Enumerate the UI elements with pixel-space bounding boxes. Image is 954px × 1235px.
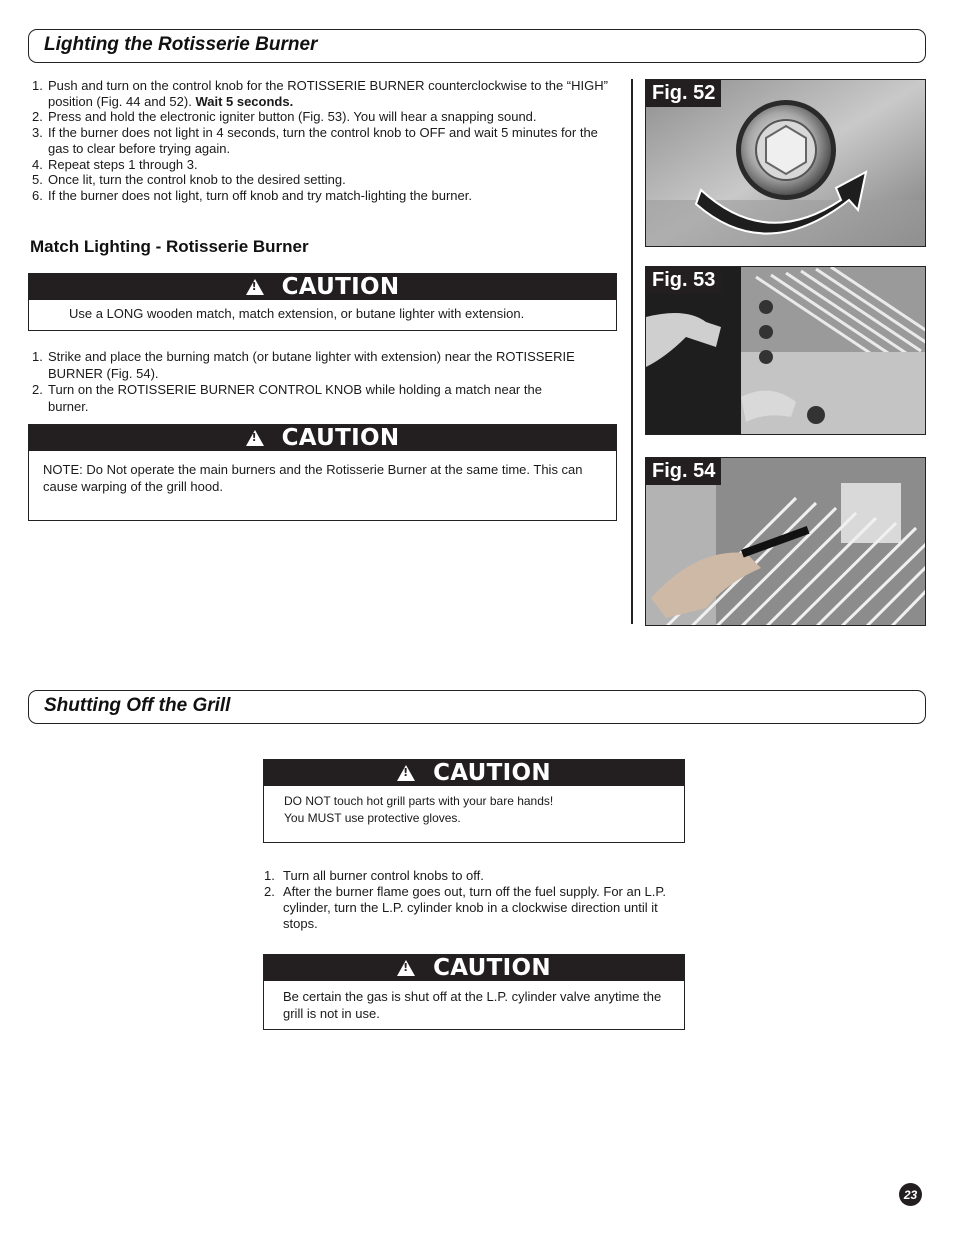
section-header-shutting [28, 690, 926, 724]
list-item: 2. After the burner flame goes out, turn off the fuel supply. For an L.P. cylinder, turn the L.P. cylinder knob in a clockwise direction until it stops. [264, 884, 667, 931]
caution-text: NOTE: Do Not operate the main burners and the Rotisserie Burner at the same time. This can cause warping of the grill hood. [43, 462, 583, 494]
list-item: 2. Press and hold the electronic igniter button (Fig. 53). You will hear a snapping sound. [32, 109, 537, 125]
list-item: 5. Once lit, turn the control knob to the desired setting. [32, 172, 346, 188]
section-title: Shutting Off the Grill [44, 695, 231, 716]
figure-54 [645, 457, 926, 626]
caution-bar: ! CAUTION [264, 955, 684, 981]
match-lighting-steps-list [32, 349, 577, 415]
warning-triangle-icon [246, 279, 264, 295]
list-item: 1. Push and turn on the control knob for the ROTISSERIE BURNER counterclockwise to the “HIGH” position (Fig. 44 and 52). Wait 5 seconds. [32, 78, 608, 109]
warning-triangle-icon [397, 960, 415, 976]
warning-triangle-icon [397, 765, 415, 781]
section-header-lighting [28, 29, 926, 63]
figure-label: Fig. 53 [646, 267, 721, 294]
page-number: 23 [899, 1183, 922, 1206]
caution-bar: ! CAUTION [29, 274, 616, 300]
warning-triangle-icon [246, 430, 264, 446]
list-item: 3. If the burner does not light in 4 seconds, turn the control knob to OFF and wait 5 minutes for the gas to clear before trying again. [32, 125, 598, 156]
section-title: Lighting the Rotisserie Burner [44, 34, 318, 55]
list-item: 1. Strike and place the burning match (or butane lighter with extension) near the ROTISSERIE BURNER (Fig. 54). [32, 349, 575, 381]
figure-label: Fig. 52 [646, 80, 721, 107]
shutoff-steps-list [264, 868, 684, 932]
caution-box-long-match [28, 273, 617, 331]
list-item: 4. Repeat steps 1 through 3. [32, 156, 198, 172]
list-item: 2. Turn on the ROTISSERIE BURNER CONTROL KNOB while holding a match near the burner. [32, 382, 542, 414]
caution-text: DO NOT touch hot grill parts with your bare hands! You MUST use protective gloves. [284, 794, 554, 825]
figure-label: Fig. 54 [646, 458, 721, 485]
caution-box-hot-parts [263, 759, 685, 843]
caution-box-warping [28, 424, 617, 521]
match-lighting-heading: Match Lighting - Rotisserie Burner [30, 237, 309, 256]
figure-52 [645, 79, 926, 247]
column-divider [631, 79, 633, 624]
list-item: 1. Turn all burner control knobs to off. [264, 868, 484, 883]
caution-text: Use a LONG wooden match, match extension, or butane lighter with extension. [69, 306, 525, 321]
list-item: 6. If the burner does not light, turn off knob and try match-lighting the burner. [32, 187, 472, 203]
caution-bar: ! CAUTION [29, 425, 616, 451]
caution-box-gas-shutoff [263, 954, 685, 1030]
caution-bar: ! CAUTION [264, 760, 684, 786]
caution-text: Be certain the gas is shut off at the L.P. cylinder valve anytime the grill is not in use. [283, 989, 662, 1021]
lighting-steps-list [32, 78, 617, 204]
figure-53 [645, 266, 926, 435]
